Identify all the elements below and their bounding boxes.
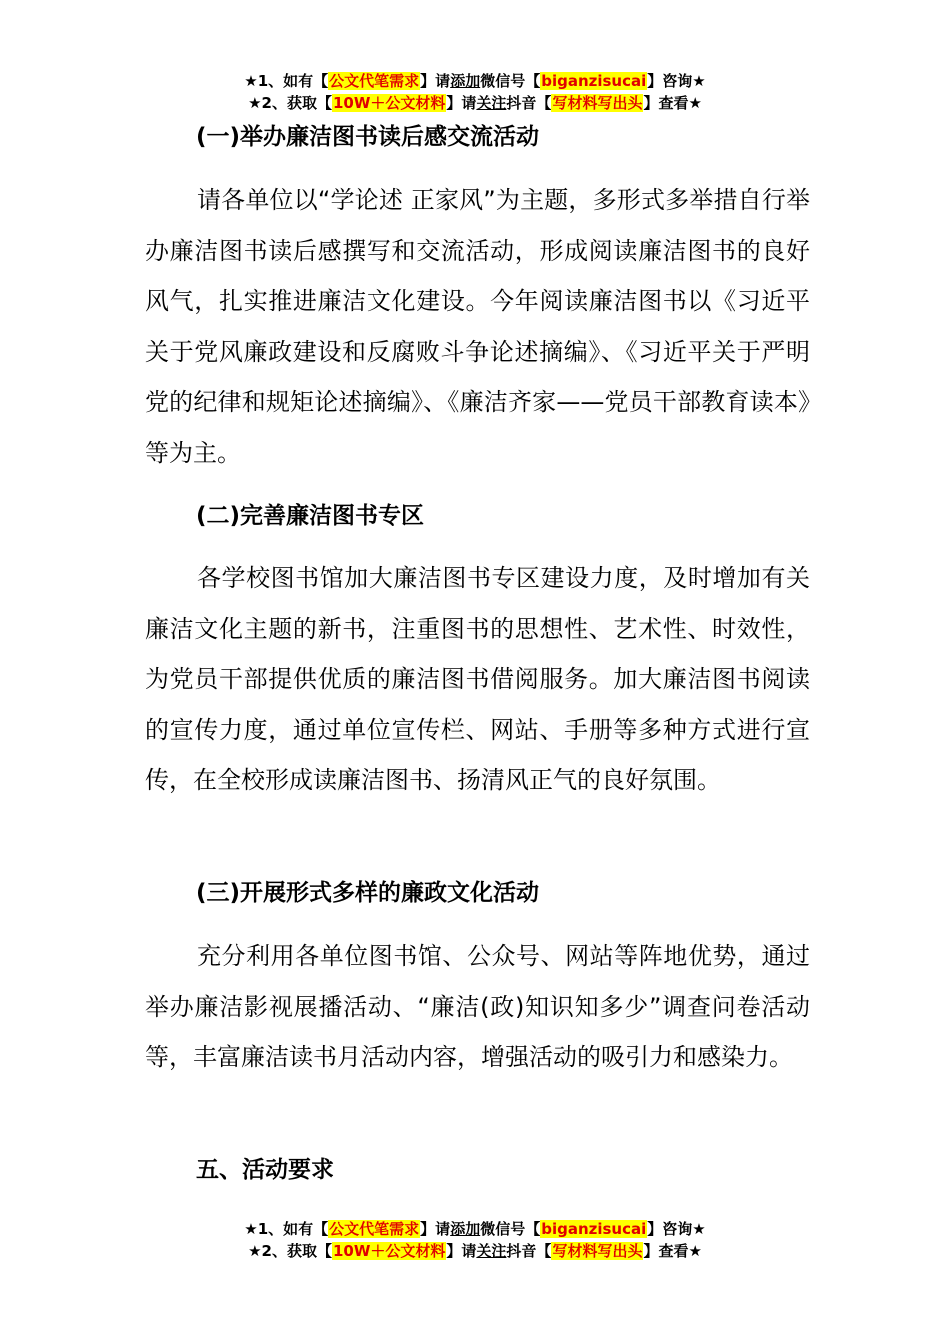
top-banner <box>0 70 950 114</box>
highlight-service: 公文代笔需求 <box>329 1220 420 1238</box>
highlight-wechat-id: biganzisucai <box>541 72 647 90</box>
highlight-wechat-id: biganzisucai <box>541 1220 647 1238</box>
banner-line-1: ★1、如有【公文代笔需求】请添加微信号【biganzisucai】咨询★ <box>244 72 706 90</box>
section-heading-5: 五、活动要求 <box>196 1157 334 1183</box>
highlight-douyin: 写材料写出头 <box>552 1242 643 1260</box>
section-body-1: 请各单位以“学论述 正家风”为主题，多形式多举措自行举办廉洁图书读后感撰写和交流活动，形成阅读廉洁图书的良好风气，扎实推进廉洁文化建设。今年阅读廉洁图书以《习近平关于党风廉政建设和反腐败斗争论述摘编》、《习近平关于严明党的纪律和规矩论述摘编》、《廉洁齐家——党员干部教育读本》等为主。 <box>145 186 810 467</box>
highlight-service: 公文代笔需求 <box>329 72 420 90</box>
bottom-banner <box>0 1218 950 1262</box>
section-body-3: 充分利用各单位图书馆、公众号、网站等阵地优势，通过举办廉洁影视展播活动、“廉洁(政)知识知多少”调查问卷活动等，丰富廉洁读书月活动内容，增强活动的吸引力和感染力。 <box>145 942 810 1071</box>
highlight-materials: 10W＋公文材料 <box>332 1242 446 1260</box>
banner-line-2: ★2、获取【10W＋公文材料】请关注抖音【写材料写出头】查看★ <box>248 94 702 112</box>
section-heading-1: (一)举办廉洁图书读后感交流活动 <box>196 124 540 150</box>
section-body-2: 各学校图书馆加大廉洁图书专区建设力度，及时增加有关廉洁文化主题的新书，注重图书的思想性、艺术性、时效性，为党员干部提供优质的廉洁图书借阅服务。加大廉洁图书阅读的宣传力度，通过单位宣传栏、网站、手册等多种方式进行宣传，在全校形成读廉洁图书、扬清风正气的良好氛围。 <box>145 564 810 794</box>
section-heading-3: (三)开展形式多样的廉政文化活动 <box>196 880 540 906</box>
section-heading-2: (二)完善廉洁图书专区 <box>196 503 425 529</box>
highlight-douyin: 写材料写出头 <box>552 94 643 112</box>
banner-line-1: ★1、如有【公文代笔需求】请添加微信号【biganzisucai】咨询★ <box>244 1220 706 1238</box>
banner-line-2: ★2、获取【10W＋公文材料】请关注抖音【写材料写出头】查看★ <box>248 1242 702 1260</box>
highlight-materials: 10W＋公文材料 <box>332 94 446 112</box>
